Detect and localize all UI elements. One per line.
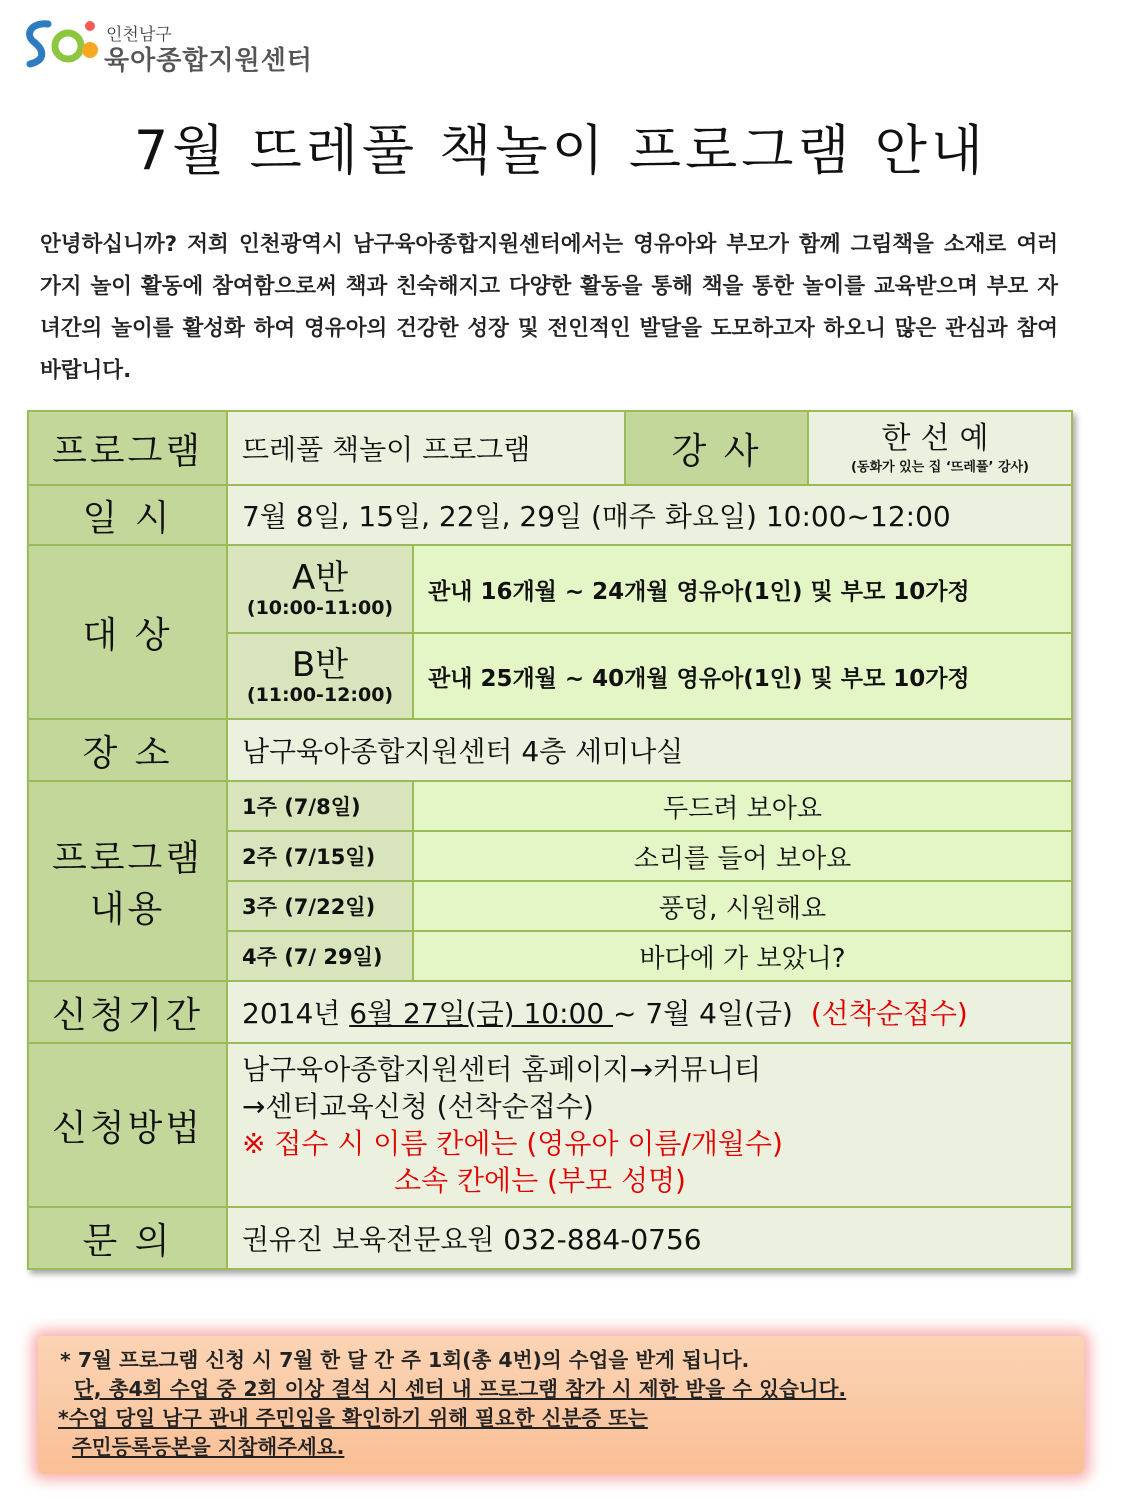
row-target-a bbox=[28, 545, 1072, 633]
lecturer-cell bbox=[808, 411, 1072, 485]
method-line-2: →센터교육신청 (선착순접수) bbox=[242, 1090, 594, 1123]
logo-mark-icon bbox=[18, 14, 104, 70]
method-value bbox=[227, 1043, 1072, 1207]
method-line-4: 소속 칸에는 (부모 성명) bbox=[394, 1164, 686, 1197]
period-year: 2014년 bbox=[242, 997, 350, 1030]
intro-paragraph: 안녕하십니까? 저희 인천광역시 남구육아종합지원센터에서는 영유아와 부모가 함께 그림책을 소재로 여러 가지 놀이 활동에 참여함으로써 책과 친숙해지고 다양한 활동을 통해 책을 통한 놀이를 교육받으며 부모 자녀간의 놀이를 활성화 하여 영유아의 건강한 성장 및 전인적인 발달을 도모하고자 하오니 많은 관심과 참여바랍니다. bbox=[40, 232, 1058, 383]
row-date bbox=[28, 485, 1072, 545]
week-3-topic: 풍덩, 시원해요 bbox=[413, 881, 1072, 931]
contact-label: 문 의 bbox=[28, 1207, 227, 1269]
period-value bbox=[227, 981, 1072, 1043]
logo bbox=[18, 10, 338, 76]
week-2-topic: 소리를 들어 보아요 bbox=[413, 831, 1072, 881]
page-title: 7월 뜨레풀 책놀이 프로그램 안내 bbox=[133, 119, 988, 182]
group-b-desc: 관내 25개월 ~ 40개월 영유아(1인) 및 부모 10가정 bbox=[413, 633, 1072, 719]
group-a-desc: 관내 16개월 ~ 24개월 영유아(1인) 및 부모 10가정 bbox=[413, 545, 1072, 633]
method-line-3: ※ 접수 시 이름 칸에는 (영유아 이름/개월수) bbox=[242, 1127, 783, 1160]
date-value: 7월 8일, 15일, 22일, 29일 (매주 화요일) 10:00~12:00 bbox=[227, 485, 1072, 545]
logo-center-name: 육아종합지원센터 bbox=[104, 46, 313, 76]
group-a-time: (10:00-11:00) bbox=[246, 597, 394, 619]
date-label: 일 시 bbox=[28, 485, 227, 545]
content-label bbox=[28, 781, 227, 981]
group-b-name: B반 bbox=[291, 645, 349, 685]
target-label: 대 상 bbox=[28, 545, 227, 719]
lecturer-note: (동화가 있는 집 ‘뜨레풀’ 강사) bbox=[851, 459, 1030, 475]
place-label: 장 소 bbox=[28, 719, 227, 781]
program-label: 프로그램 bbox=[28, 411, 227, 485]
week-4-label: 4주 (7/ 29일) bbox=[227, 931, 413, 981]
period-note: (선착순접수) bbox=[810, 997, 968, 1030]
row-week-1 bbox=[28, 781, 1072, 831]
content-label-line1: 프로그램 bbox=[51, 838, 204, 879]
program-info-table bbox=[27, 410, 1073, 1270]
logo-district: 인천남구 bbox=[106, 25, 172, 45]
week-4-topic: 바다에 가 보았니? bbox=[413, 931, 1072, 981]
row-program bbox=[28, 411, 1072, 485]
group-b bbox=[227, 633, 413, 719]
period-end: ~ 7월 4일(금) bbox=[613, 997, 793, 1030]
row-place bbox=[28, 719, 1072, 781]
method-label: 신청방법 bbox=[28, 1043, 227, 1207]
row-period bbox=[28, 981, 1072, 1043]
group-a-name: A반 bbox=[291, 558, 349, 598]
lecturer-label: 강 사 bbox=[625, 411, 808, 485]
notice-line-2: 단, 총4회 수업 중 2회 이상 결석 시 센터 내 프로그램 참가 시 제한 받을 수 있습니다. bbox=[74, 1377, 847, 1401]
notice-line-4: 주민등록등본을 지참해주세요. bbox=[72, 1435, 345, 1459]
content-label-line2: 내용 bbox=[89, 889, 166, 930]
notice-line-1: * 7월 프로그램 신청 시 7월 한 달 간 주 1회(총 4번)의 수업을 받게 됩니다. bbox=[60, 1348, 750, 1372]
row-contact bbox=[28, 1207, 1072, 1269]
row-method bbox=[28, 1043, 1072, 1207]
place-value: 남구육아종합지원센터 4층 세미나실 bbox=[227, 719, 1072, 781]
week-2-label: 2주 (7/15일) bbox=[227, 831, 413, 881]
method-line-1: 남구육아종합지원센터 홈페이지→커뮤니티 bbox=[242, 1053, 762, 1086]
week-3-label: 3주 (7/22일) bbox=[227, 881, 413, 931]
notice-box bbox=[38, 1336, 1084, 1474]
period-label: 신청기간 bbox=[28, 981, 227, 1043]
group-a bbox=[227, 545, 413, 633]
lecturer-name: 한선예 bbox=[881, 420, 999, 456]
contact-value: 권유진 보육전문요원 032-884-0756 bbox=[227, 1207, 1072, 1269]
period-start: 6월 27일(금) 10:00 bbox=[349, 997, 614, 1030]
notice-line-3: *수업 당일 남구 관내 주민임을 확인하기 위해 필요한 신분증 또는 bbox=[58, 1406, 648, 1430]
program-value: 뜨레풀 책놀이 프로그램 bbox=[227, 411, 625, 485]
week-1-topic: 두드려 보아요 bbox=[413, 781, 1072, 831]
group-b-time: (11:00-12:00) bbox=[246, 684, 394, 706]
week-1-label: 1주 (7/8일) bbox=[227, 781, 413, 831]
